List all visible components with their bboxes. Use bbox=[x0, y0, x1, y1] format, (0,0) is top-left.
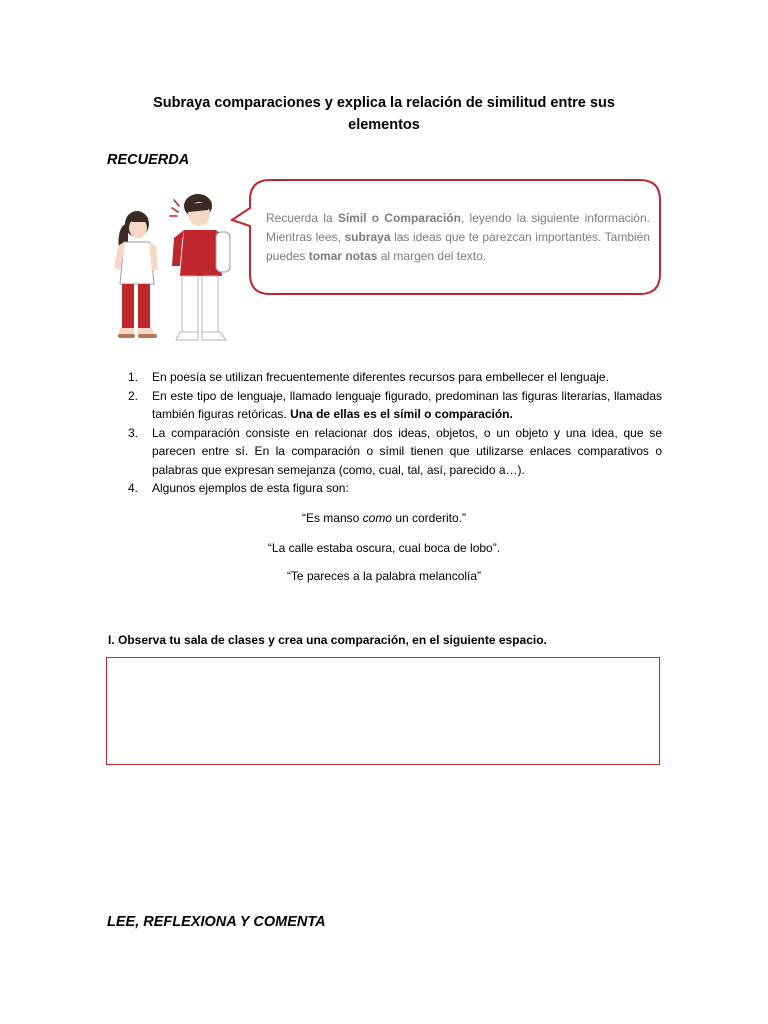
bubble-bold-subraya: subraya bbox=[344, 230, 391, 244]
example-italic: como bbox=[362, 511, 392, 525]
bubble-bold-simil: Símil o Comparación bbox=[337, 211, 461, 225]
lee-heading: LEE, REFLEXIONA Y COMENTA bbox=[107, 914, 326, 930]
list-text-bold: Una de ellas es el símil o comparación. bbox=[290, 407, 513, 421]
list-number: 4. bbox=[128, 481, 139, 495]
bubble-bold-notas: tomar notas bbox=[308, 249, 378, 263]
list-text: En poesía se utilizan frecuentemente diferentes recursos para embellecer el lenguaje. bbox=[152, 370, 609, 384]
example-1 bbox=[107, 511, 661, 525]
list-item bbox=[128, 479, 662, 498]
list-number: 3. bbox=[128, 425, 139, 440]
bubble-text-part: las ideas que te parezcan importantes. También puedes bbox=[266, 230, 651, 263]
list-text: La comparación consiste en relacionar dos ideas, objetos, o un objeto y una idea, que se parecen entre sí. En la comparación o símil tienen que utilizarse enlaces comparativos o palabras que expresan semejanza (como, cual, tal, así, parecido a…). bbox=[152, 425, 662, 477]
bubble-text-part: al margen del texto. bbox=[377, 249, 487, 263]
page-title: Subraya comparaciones y explica la relación de similitud entre sus elementos bbox=[153, 95, 615, 133]
bubble-text-part: , leyendo la siguiente información. Mientras lees, bbox=[266, 211, 650, 244]
recuerda-heading: RECUERDA bbox=[107, 152, 190, 168]
example-2: “La calle estaba oscura, cual boca de lobo”. bbox=[267, 541, 501, 555]
list-number: 2. bbox=[128, 388, 139, 403]
info-list bbox=[128, 368, 662, 498]
students-illustration bbox=[100, 186, 250, 348]
list-item bbox=[128, 424, 662, 480]
example-text: un corderito.” bbox=[391, 511, 467, 525]
boy-figure bbox=[170, 194, 230, 340]
instruction-text: I. Observa tu sala de clases y crea una comparación, en el siguiente espacio. bbox=[108, 633, 547, 647]
bubble-text-part: Recuerda la bbox=[266, 211, 338, 225]
list-item bbox=[128, 368, 662, 387]
girl-figure bbox=[114, 211, 158, 338]
answer-box[interactable] bbox=[106, 657, 660, 765]
example-3: “Te pareces a la palabra melancolía” bbox=[286, 569, 482, 583]
list-text: En este tipo de lenguaje, llamado lenguaje figurado, predominan las figuras literarias, llamadas también figuras retóricas. bbox=[152, 388, 662, 421]
list-text: Algunos ejemplos de esta figura son: bbox=[152, 481, 349, 495]
list-item bbox=[128, 387, 662, 424]
example-text: “Es manso bbox=[301, 511, 363, 525]
bubble-text bbox=[266, 209, 650, 266]
list-number: 1. bbox=[128, 370, 139, 384]
